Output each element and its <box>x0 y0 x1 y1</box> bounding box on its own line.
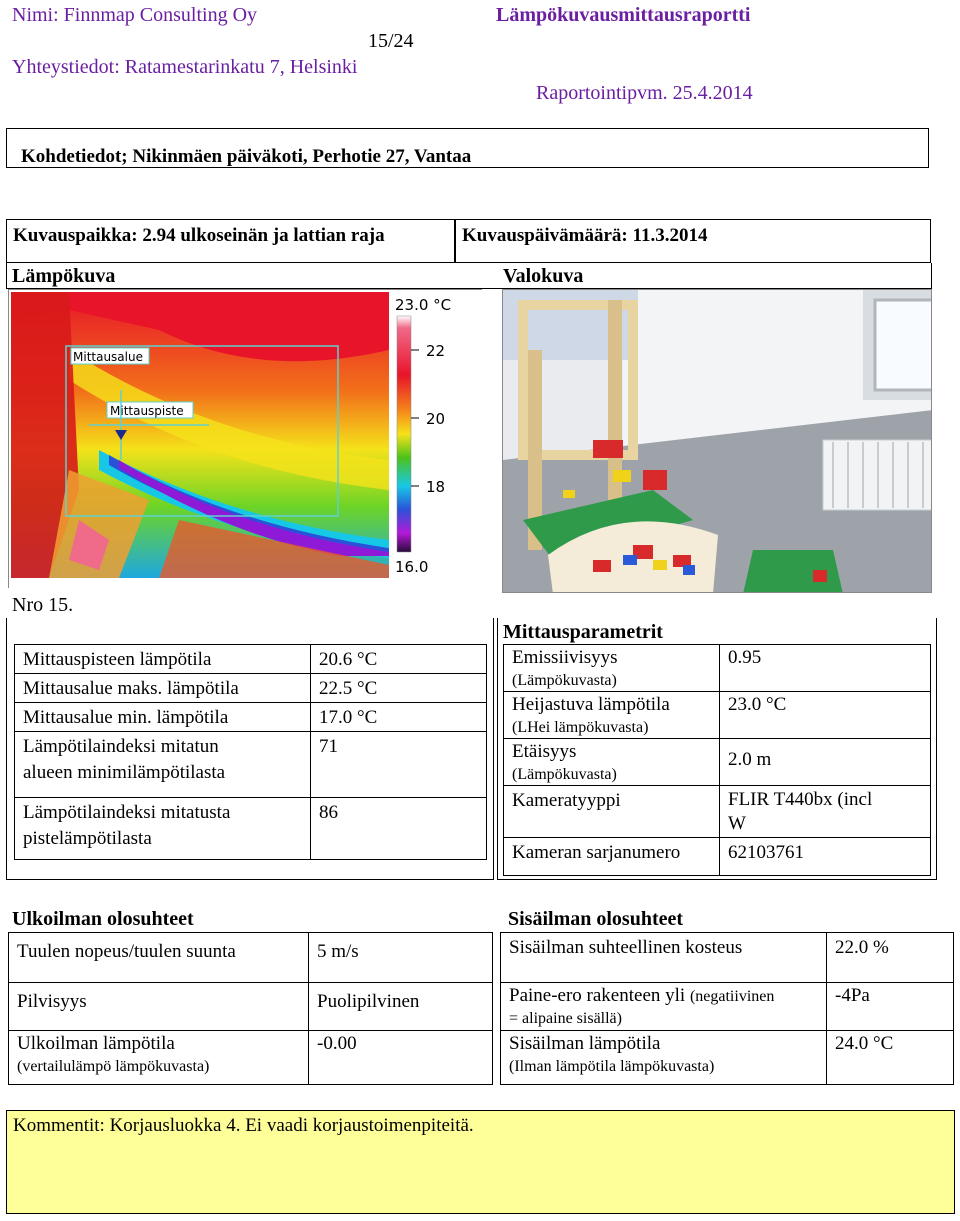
thermal-heading: Lämpökuva <box>12 265 116 287</box>
indoor-label: Sisäilman lämpötila <box>509 1033 661 1054</box>
measure-spot-label: Mittauspiste <box>110 404 184 418</box>
page-number: 15/24 <box>368 30 414 52</box>
table-row <box>15 703 487 732</box>
scale-tick-22: 22 <box>426 342 446 360</box>
thermal-image <box>9 290 483 589</box>
params-heading: Mittausparametrit <box>503 621 663 643</box>
target-info: Kohdetiedot; Nikinmäen päiväkoti, Perhotie 27, Vantaa <box>21 146 472 167</box>
indoor-value: 24.0 °C <box>827 1031 954 1085</box>
table-row <box>9 933 493 983</box>
param-sub: (Lämpökuvasta) <box>512 672 617 689</box>
temperature-scale-bar <box>397 316 411 552</box>
shoot-place: Kuvauspaikka: 2.94 ulkoseinän ja lattian raja <box>13 225 385 246</box>
result-label: Lämpötilaindeksi mitatun <box>23 736 219 757</box>
outdoor-label: Tuulen nopeus/tuulen suunta <box>9 933 309 983</box>
result-label-cell <box>15 798 311 860</box>
param-label: Emissiivisyys <box>512 647 618 668</box>
indoor-table <box>500 932 954 1085</box>
param-value: 0.95 <box>720 645 931 692</box>
param-sub: (LHei lämpökuvasta) <box>512 719 649 736</box>
results-table <box>14 644 487 860</box>
outdoor-heading: Ulkoilman olosuhteet <box>12 908 194 930</box>
indoor-sub: = alipaine sisällä) <box>509 1010 622 1027</box>
target-box <box>6 128 929 168</box>
image-number: Nro 15. <box>12 594 74 616</box>
outdoor-value: -0.00 <box>309 1031 493 1085</box>
param-label: Kameran sarjanumero <box>504 838 720 876</box>
result-label: Mittausalue maks. lämpötila <box>15 674 311 703</box>
indoor-heading: Sisäilman olosuhteet <box>508 908 684 930</box>
outdoor-label: Ulkoilman lämpötila <box>17 1033 175 1054</box>
outdoor-value: 5 m/s <box>309 933 493 983</box>
measure-area-label: Mittausalue <box>73 350 143 364</box>
table-row <box>504 692 931 739</box>
param-value: 62103761 <box>720 838 931 876</box>
result-value: 86 <box>311 798 487 860</box>
table-row <box>501 983 954 1031</box>
place-box <box>6 219 455 263</box>
indoor-value: -4Pa <box>827 983 954 1031</box>
param-label: Kameratyyppi <box>504 786 720 838</box>
result-label: Mittauspisteen lämpötila <box>15 645 311 674</box>
param-sub: (Lämpökuvasta) <box>512 766 617 783</box>
photo-heading: Valokuva <box>503 265 584 287</box>
scale-tick-18: 18 <box>426 478 446 496</box>
scale-tick-20: 20 <box>426 410 446 428</box>
param-label: Etäisyys <box>512 741 577 762</box>
indoor-label: Sisäilman suhteellinen kosteus <box>501 933 827 983</box>
scale-min: 16.0 <box>395 558 429 576</box>
table-row <box>15 732 487 798</box>
scale-max: 23.0 °C <box>395 296 452 314</box>
table-row <box>15 674 487 703</box>
result-value: 20.6 °C <box>311 645 487 674</box>
table-row <box>504 645 931 692</box>
date-box <box>455 219 931 263</box>
table-row <box>504 786 931 838</box>
param-value: 23.0 °C <box>720 692 931 739</box>
report-title: Lämpökuvausmittausraportti <box>496 4 751 26</box>
shoot-date: Kuvauspäivämäärä: 11.3.2014 <box>462 225 708 246</box>
comment-box <box>6 1110 955 1214</box>
table-row <box>504 739 931 786</box>
param-label: Heijastuva lämpötila <box>512 694 670 715</box>
result-label-cont: pistelämpötilasta <box>23 828 152 849</box>
outdoor-label-cell <box>9 1031 309 1085</box>
param-value: FLIR T440bx (incl <box>728 789 873 810</box>
table-row <box>9 983 493 1031</box>
result-value: 22.5 °C <box>311 674 487 703</box>
comment-text: Kommentit: Korjausluokka 4. Ei vaadi korjaustoimenpiteitä. <box>13 1115 474 1136</box>
params-table <box>503 644 931 876</box>
indoor-note: (negatiivinen <box>689 988 775 1005</box>
param-value-cont: W <box>728 813 746 834</box>
indoor-label-cell <box>501 983 827 1031</box>
thermal-image-frame <box>8 289 482 588</box>
image-headings-row <box>6 263 932 289</box>
table-row <box>9 1031 493 1085</box>
room-photo <box>503 290 932 593</box>
table-row <box>501 933 954 983</box>
table-row <box>15 645 487 674</box>
indoor-label: Paine-ero rakenteen yli <box>509 985 686 1006</box>
indoor-sub: (Ilman lämpötila lämpökuvasta) <box>509 1058 715 1075</box>
table-row <box>15 798 487 860</box>
param-label-cell <box>504 692 720 739</box>
result-label: Lämpötilaindeksi mitatusta <box>23 802 231 823</box>
param-label-cell <box>504 739 720 786</box>
table-row <box>501 1031 954 1085</box>
table-row <box>504 838 931 876</box>
outdoor-value: Puolipilvinen <box>309 983 493 1031</box>
indoor-label-cell <box>501 1031 827 1085</box>
param-value: 2.0 m <box>720 739 931 786</box>
result-label: Mittausalue min. lämpötila <box>15 703 311 732</box>
outdoor-table <box>8 932 493 1085</box>
param-label-cell <box>504 645 720 692</box>
outdoor-sub: (vertailulämpö lämpökuvasta) <box>17 1058 210 1075</box>
result-label-cont: alueen minimilämpötilasta <box>23 762 226 783</box>
company-name: Nimi: Finnmap Consulting Oy <box>12 4 258 26</box>
outdoor-label: Pilvisyys <box>9 983 309 1031</box>
report-date: Raportointipvm. 25.4.2014 <box>536 82 753 104</box>
photo-frame <box>502 289 932 593</box>
indoor-value: 22.0 % <box>827 933 954 983</box>
param-value-cell <box>720 786 931 838</box>
result-value: 17.0 °C <box>311 703 487 732</box>
contact-info: Yhteystiedot: Ratamestarinkatu 7, Helsinki <box>12 56 358 78</box>
result-label-cell <box>15 732 311 798</box>
result-value: 71 <box>311 732 487 798</box>
